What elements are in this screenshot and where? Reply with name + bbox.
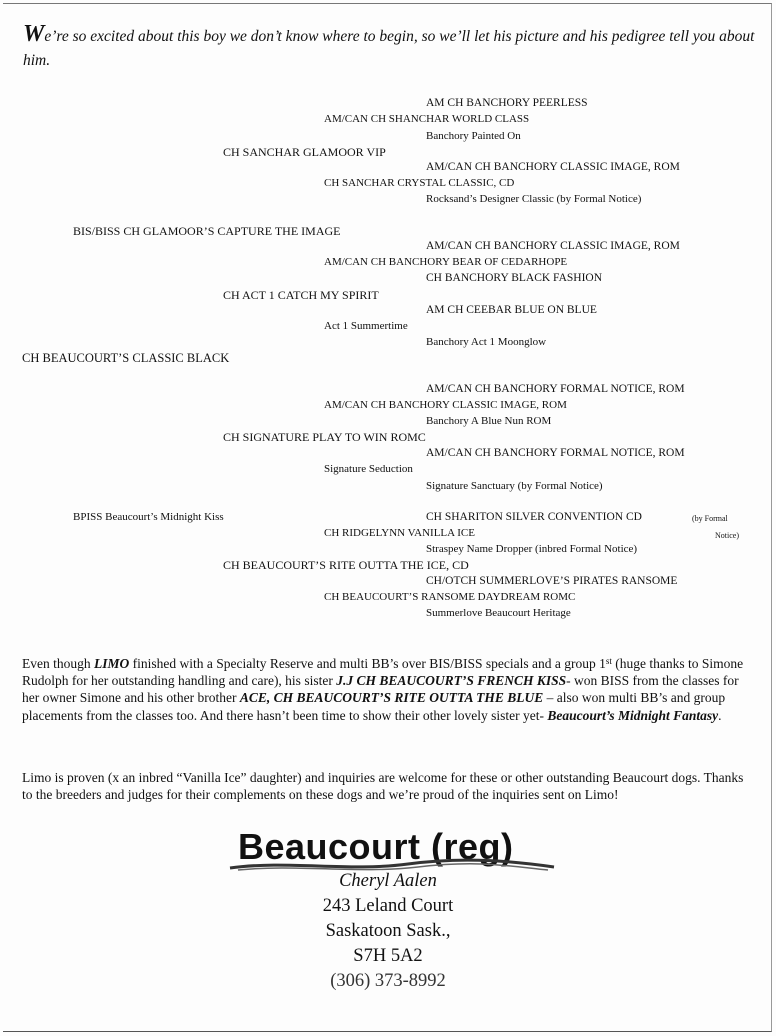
pedigree-entry: CH SIGNATURE PLAY TO WIN ROMC <box>223 430 426 444</box>
intro-dropcap: W <box>23 21 45 47</box>
pedigree-entry: AM/CAN CH BANCHORY CLASSIC IMAGE, ROM <box>426 161 680 173</box>
pedigree-dam: BPISS Beaucourt’s Midnight Kiss <box>73 511 224 523</box>
pedigree-entry: CH BANCHORY BLACK FASHION <box>426 272 603 284</box>
pedigree-entry: AM/CAN CH BANCHORY FORMAL NOTICE, ROM <box>426 383 685 395</box>
intro-body: e’re so excited about this boy we don’t know where to begin, so we’ll let his picture and his pedigree tell you about him. <box>23 28 755 69</box>
inquiry-paragraph: Limo is proven (x an inbred “Vanilla Ice” daughter) and inquiries are welcome for these or other outstanding Beaucourt dogs. Thanks to the breeders and judges for their complements on these dogs and we’re proud of the inquiries sent on Limo! <box>22 770 744 803</box>
pedigree-entry: Banchory A Blue Nun ROM <box>426 415 552 427</box>
pedigree-entry: CH BEAUCOURT’S RANSOME DAYDREAM ROMC <box>324 591 576 603</box>
text-run: Even though <box>22 656 94 671</box>
pedigree-entry: Rocksand’s Designer Classic (by Formal Notice) <box>426 193 642 205</box>
pedigree-entry: CH SANCHAR GLAMOOR VIP <box>223 145 386 159</box>
pedigree-entry: Act 1 Summertime <box>324 320 408 332</box>
text-run: finished with a Specialty Reserve and multi BB’s over BIS/BISS specials and a group 1 <box>129 656 606 671</box>
text-run: . <box>718 707 722 723</box>
pedigree-entry: Banchory Act 1 Moonglow <box>426 336 547 348</box>
owner-name: Cheryl Aalen <box>339 871 437 891</box>
pedigree-entry: CH SANCHAR CRYSTAL CLASSIC, CD <box>324 177 515 189</box>
pedigree-entry: Signature Sanctuary (by Formal Notice) <box>426 480 603 492</box>
street-address: 243 Leland Court <box>322 896 454 916</box>
pedigree-sire: BIS/BISS CH GLAMOOR’S CAPTURE THE IMAGE <box>73 224 341 238</box>
phone-number: (306) 373-8992 <box>330 971 446 991</box>
pedigree-entry: Summerlove Beaucourt Heritage <box>426 607 571 619</box>
dog-name-limo: LIMO <box>94 656 130 671</box>
postal-code: S7H 5A2 <box>353 946 423 966</box>
pedigree-entry: AM/CAN CH BANCHORY CLASSIC IMAGE, ROM <box>324 399 567 411</box>
pedigree-entry: AM/CAN CH SHANCHAR WORLD CLASS <box>324 113 530 125</box>
pedigree-entry: AM/CAN CH BANCHORY BEAR OF CEDARHOPE <box>324 256 568 268</box>
pedigree-entry: Signature Seduction <box>324 463 413 475</box>
pedigree-entry: CH BEAUCOURT’S RITE OUTTA THE ICE, CD <box>223 558 469 572</box>
pedigree-entry: Banchory Painted On <box>426 130 521 142</box>
dog-name-fantasy: Beaucourt’s Midnight Fantasy <box>547 707 719 723</box>
pedigree-note: (by Formal <box>692 514 728 523</box>
dog-name-sister: J.J CH BEAUCOURT’S FRENCH KISS <box>336 673 567 689</box>
superscript: st <box>605 656 612 666</box>
pedigree-entry: CH SHARITON SILVER CONVENTION CD <box>426 511 642 523</box>
city: Saskatoon Sask., <box>325 921 451 941</box>
pedigree-entry: CH RIDGELYNN VANILLA ICE <box>324 527 475 539</box>
intro-text <box>23 22 763 73</box>
pedigree-entry: CH/OTCH SUMMERLOVE’S PIRATES RANSOME <box>426 575 678 587</box>
kennel-logo: Beaucourt (reg) <box>238 826 514 867</box>
pedigree-note: Notice) <box>715 531 739 540</box>
text-run: - won BISS from the classes for her owner Simone and his other brother <box>22 673 739 706</box>
results-paragraph <box>22 655 757 724</box>
text-run: – also won multi BB’s and group placements from the classes too. And there hasn’t been time to show their other lovely sister yet- <box>22 690 726 723</box>
pedigree-entry: AM/CAN CH BANCHORY FORMAL NOTICE, ROM <box>426 447 685 459</box>
pedigree-entry: Straspey Name Dropper (inbred Formal Notice) <box>426 543 638 555</box>
pedigree-entry: AM CH BANCHORY PEERLESS <box>426 97 588 109</box>
text-run: (huge thanks to Simone Rudolph for her outstanding handling and care), his sister <box>22 656 744 689</box>
pedigree-entry: AM CH CEEBAR BLUE ON BLUE <box>426 304 597 316</box>
pedigree-entry: AM/CAN CH BANCHORY CLASSIC IMAGE, ROM <box>426 240 680 252</box>
dog-name-brother: ACE, CH BEAUCOURT’S RITE OUTTA THE BLUE <box>239 690 544 706</box>
pedigree-entry: CH ACT 1 CATCH MY SPIRIT <box>223 288 379 302</box>
pedigree-subject: CH BEAUCOURT’S CLASSIC BLACK <box>22 351 230 365</box>
